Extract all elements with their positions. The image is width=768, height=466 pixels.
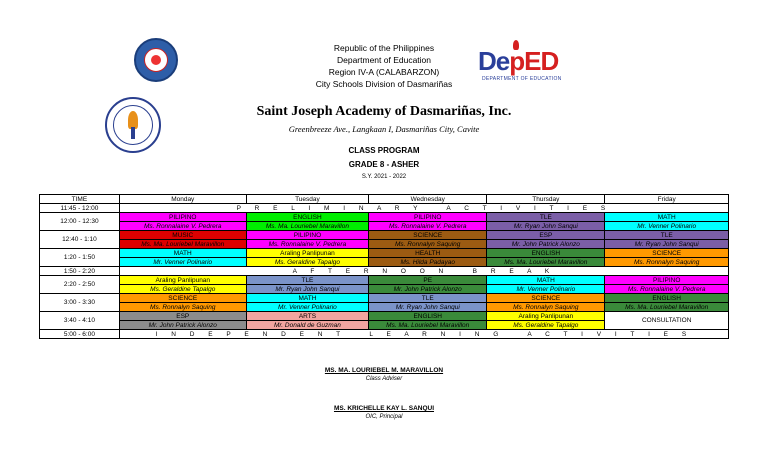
subject-cell: SCIENCE <box>369 231 487 240</box>
break-row <box>40 267 729 276</box>
class-schedule-table <box>39 194 729 339</box>
teacher-cell: Mr. Venner Polinario <box>605 222 729 231</box>
table-row <box>40 294 729 303</box>
table-row <box>40 276 729 285</box>
teacher-cell: Ms. Ma. Louriebel Maravillon <box>246 222 368 231</box>
teacher-cell: Ms. Ronnalaine V. Pedrera <box>369 222 487 231</box>
subject-cell: MUSIC <box>119 231 246 240</box>
table-row <box>40 249 729 258</box>
teacher-cell: Mr. Ryan John Sanqui <box>605 240 729 249</box>
subject-cell: PILIPINO <box>246 231 368 240</box>
time-cell: 12:00 - 12:30 <box>40 213 120 231</box>
subject-cell: PILIPINO <box>119 213 246 222</box>
column-header: Friday <box>605 195 729 204</box>
subject-cell: ENGLISH <box>487 249 605 258</box>
time-cell: 3:40 - 4:10 <box>40 312 120 330</box>
time-cell: 5:00 - 6:00 <box>40 330 120 339</box>
time-cell: 2:20 - 2:50 <box>40 276 120 294</box>
teacher-cell: Ms. Ronnalyn Saquing <box>605 258 729 267</box>
subject-cell: TLE <box>246 276 368 285</box>
column-header: Monday <box>119 195 246 204</box>
header-division: City Schools Division of Dasmariñas <box>315 79 453 89</box>
subject-cell: TLE <box>487 213 605 222</box>
column-header: Thursday <box>487 195 605 204</box>
teacher-cell: Ms. Geraldine Tapalgo <box>119 285 246 294</box>
table-row <box>40 285 729 294</box>
school-year: S.Y. 2021 - 2022 <box>361 174 407 180</box>
grade-section: GRADE 8 - ASHER <box>348 160 420 169</box>
time-cell: 3:00 - 3:30 <box>40 294 120 312</box>
table-header-row <box>40 195 729 204</box>
teacher-cell: Mr. John Patrick Alonzo <box>487 240 605 249</box>
document-title: CLASS PROGRAM <box>348 146 420 155</box>
subject-cell: Araling Panlipunan <box>119 276 246 285</box>
teacher-cell: Mr. Ryan John Sanqui <box>487 222 605 231</box>
principal-role: OIC, Principal <box>365 414 403 420</box>
preliminary-row <box>40 204 729 213</box>
header-department: Department of Education <box>336 55 432 65</box>
subject-cell: MATH <box>119 249 246 258</box>
teacher-cell: Ms. Ronnalaine V. Pedrera <box>605 285 729 294</box>
principal-name: MS. KRICHELLE KAY L. SANQUI <box>333 405 435 412</box>
table-row <box>40 258 729 267</box>
table-row <box>40 231 729 240</box>
deped-logo: DepED DEPARTMENT OF EDUCATION <box>478 40 570 84</box>
teacher-cell: Ms. Hilda Padayao <box>369 258 487 267</box>
subject-cell: TLE <box>605 231 729 240</box>
column-header: Wednesday <box>369 195 487 204</box>
subject-cell: ESP <box>119 312 246 321</box>
teacher-cell: Ms. Ronnalaine V. Pedrera <box>119 222 246 231</box>
subject-cell: Araling Panlipunan <box>246 249 368 258</box>
time-cell: 12:40 - 1:10 <box>40 231 120 249</box>
table-row <box>40 312 729 321</box>
subject-cell: MATH <box>605 213 729 222</box>
subject-cell: ARTS <box>246 312 368 321</box>
teacher-cell: Mr. Ryan John Sanqui <box>246 285 368 294</box>
adviser-role: Class Adviser <box>365 376 403 382</box>
principal-signature <box>0 405 768 420</box>
subject-cell: PILIPINO <box>369 213 487 222</box>
subject-cell: HEALTH <box>369 249 487 258</box>
time-cell: 1:50 - 2:20 <box>40 267 120 276</box>
subject-cell: SCIENCE <box>487 294 605 303</box>
teacher-cell: Ms. Geraldine Tapalgo <box>487 321 605 330</box>
subject-cell: Araling Panlipunan <box>487 312 605 321</box>
header-region: Region IV-A (CALABARZON) <box>328 67 440 77</box>
teacher-cell: Ms. Ronnalyn Saquing <box>487 303 605 312</box>
subject-cell: PE <box>369 276 487 285</box>
subject-cell: ENGLISH <box>246 213 368 222</box>
subject-cell: PILIPINO <box>605 276 729 285</box>
subject-cell: TLE <box>369 294 487 303</box>
school-address: Greenbreeze Ave., Langkaan I, Dasmariñas City, Cavite <box>288 124 480 134</box>
teacher-cell: Ms. Ma. Louriebel Maravillon <box>487 258 605 267</box>
teacher-cell: Ms. Geraldine Tapalgo <box>246 258 368 267</box>
subject-cell: ESP <box>487 231 605 240</box>
teacher-cell: Mr. Ryan John Sanqui <box>369 303 487 312</box>
preliminary-row-text: P R E L I M I N A R Y A C T I V I T I E S <box>119 204 728 213</box>
subject-cell: ENGLISH <box>369 312 487 321</box>
teacher-cell: Mr. Venner Polinario <box>487 285 605 294</box>
teacher-cell: Ms. Ronnalyn Saquing <box>369 240 487 249</box>
header-republic: Republic of the Philippines <box>333 43 435 53</box>
teacher-cell: Ms. Ma. Louriebel Maravillon <box>605 303 729 312</box>
subject-cell: MATH <box>246 294 368 303</box>
subject-cell: SCIENCE <box>605 249 729 258</box>
time-cell: 11:45 - 12:00 <box>40 204 120 213</box>
teacher-cell: Mr. John Patrick Alonzo <box>369 285 487 294</box>
adviser-name: MS. MA. LOURIEBEL M. MARAVILLON <box>324 367 444 374</box>
table-row <box>40 303 729 312</box>
column-header: TIME <box>40 195 120 204</box>
consultation-cell: CONSULTATION <box>605 312 729 330</box>
teacher-cell: Ms. Ma. Louriebel Maravillon <box>369 321 487 330</box>
ila-row <box>40 330 729 339</box>
break-row-text: A F T E R N O O N B R E A K <box>119 267 728 276</box>
ila-row-text: I N D E P E N D E N T L E A R N I N G A C T I V I T I E S <box>119 330 728 339</box>
column-header: Tuesday <box>246 195 368 204</box>
teacher-cell: Ms. Ma. Louriebel Maravillon <box>119 240 246 249</box>
subject-cell: ENGLISH <box>605 294 729 303</box>
teacher-cell: Mr. Venner Polinario <box>119 258 246 267</box>
adviser-signature <box>0 367 768 382</box>
subject-cell: SCIENCE <box>119 294 246 303</box>
table-row <box>40 240 729 249</box>
teacher-cell: Ms. Ronnalaine V. Pedrera <box>246 240 368 249</box>
time-cell: 1:20 - 1:50 <box>40 249 120 267</box>
teacher-cell: Mr. Venner Polinario <box>246 303 368 312</box>
table-row <box>40 222 729 231</box>
subject-cell: MATH <box>487 276 605 285</box>
school-name: Saint Joseph Academy of Dasmariñas, Inc. <box>256 104 512 119</box>
table-row <box>40 213 729 222</box>
teacher-cell: Mr. John Patrick Alonzo <box>119 321 246 330</box>
teacher-cell: Ms. Ronnalyn Saquing <box>119 303 246 312</box>
teacher-cell: Mr. Donald de Guzman <box>246 321 368 330</box>
